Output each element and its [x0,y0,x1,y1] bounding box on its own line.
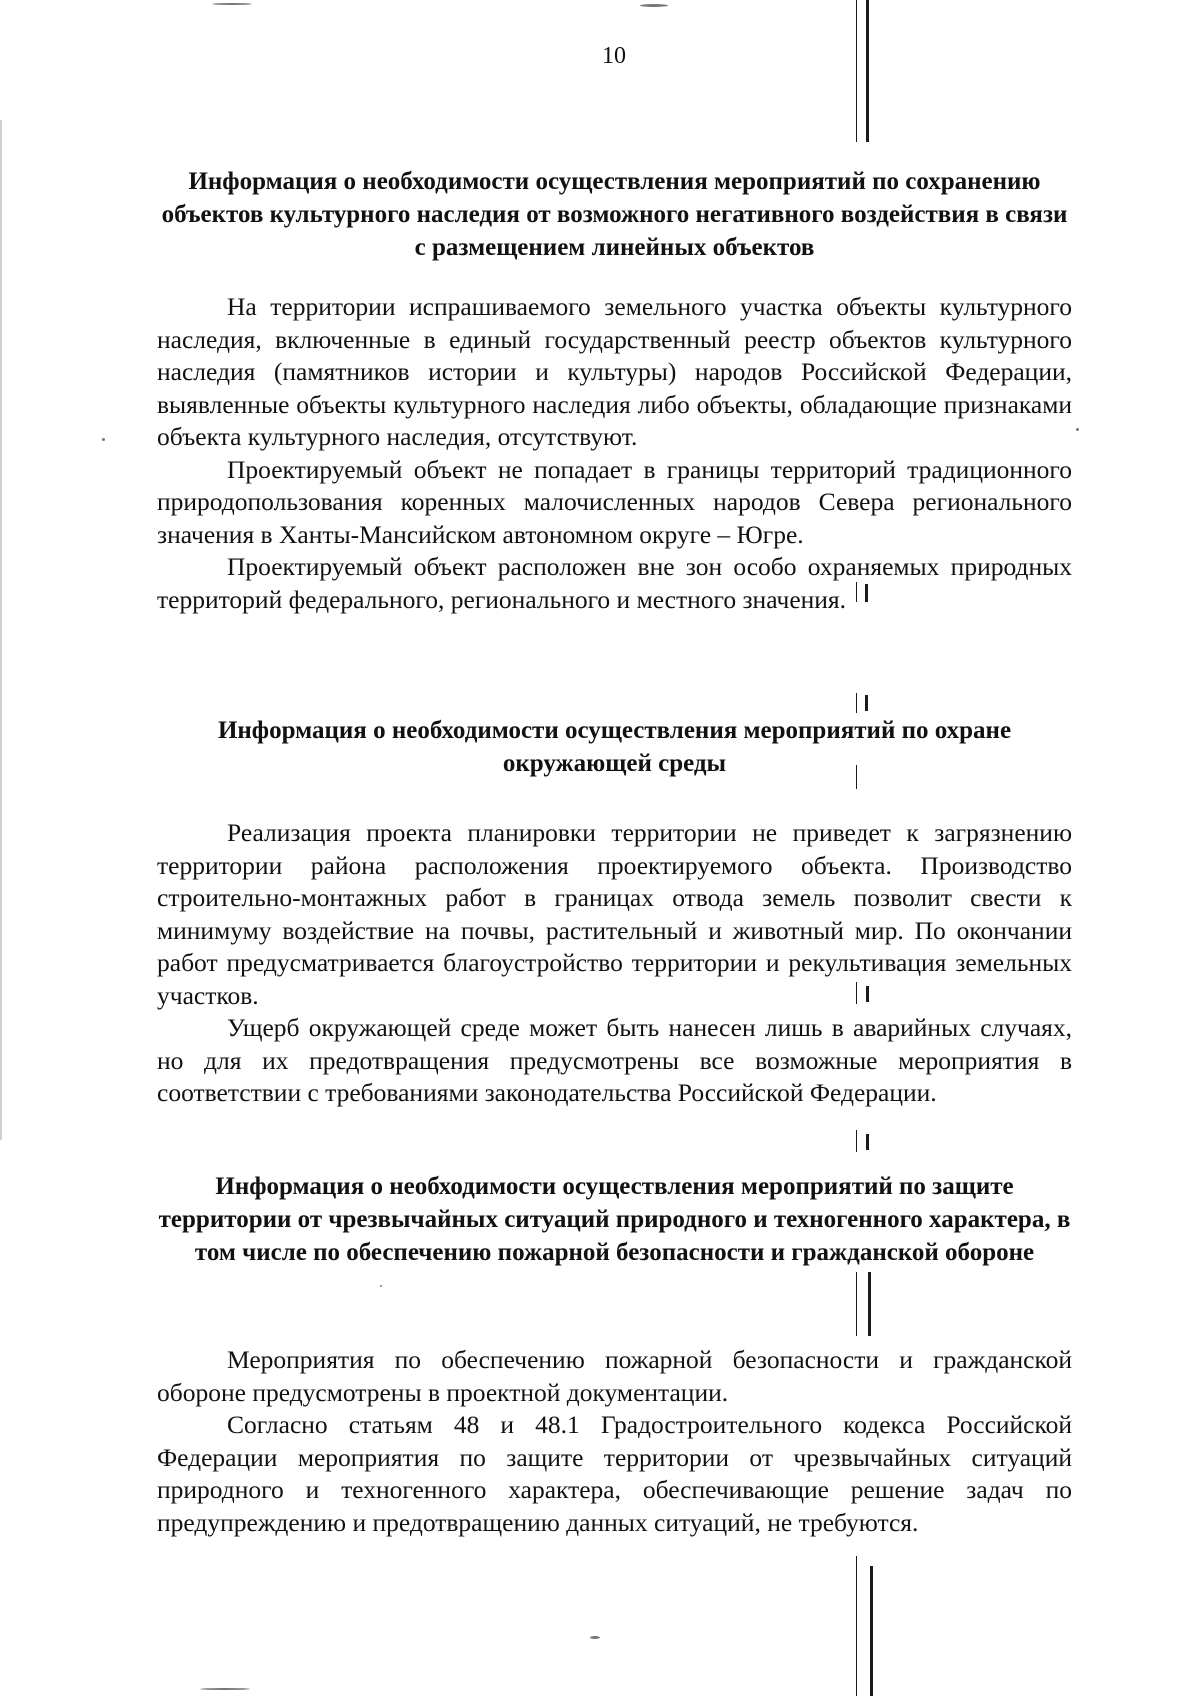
scan-line [868,1272,871,1336]
paragraph: На территории испрашиваемого земельного участка объекты культурного наследия, включенные в единый государственный реестр объектов культурного наследия (памятников истории и культуры) народов Российской Федерации, выявленные объекты культурного наследия либо объекты, обладающие признаками объекта культурного наследия, отсутствуют. [157,292,1072,451]
scan-speck [0,120,2,1140]
scan-line [856,1556,857,1696]
scan-line [865,695,868,711]
scan-line [870,1566,873,1696]
scan-speck [102,438,105,441]
paragraph: Согласно статьям 48 и 48.1 Градостроительного кодекса Российской Федерации мероприятия по защите территории от чрезвычайных ситуаций природного и техногенного характера, обеспечивающие решение задач по предупреждению и предотвращению данных ситуаций, не требуются. [157,1410,1072,1537]
paragraph: Мероприятия по обеспечению пожарной безопасности и гражданской обороне предусмотрены в проектной документации. [157,1345,1072,1407]
paragraph: Проектируемый объект не попадает в границы территорий традиционного природопользования коренных малочисленных народов Севера регионального значения в Ханты-Мансийском автономном округе – Югре. [157,454,1072,549]
scan-line [866,1134,869,1150]
scan-speck [212,3,252,5]
scan-speck [1076,428,1079,431]
scan-speck [640,4,668,7]
scan-speck [380,1285,382,1287]
paragraph: Реализация проекта планировки территории не приведет к загрязнению территории района расположения проектируемого объекта. Производство строительно-монтажных работ в границах отвода земель позволит свести к минимуму воздействие на почвы, растительный и животный мир. По окончании работ предусматривается благоустройство территории и рекультивация земельных участков. [157,818,1072,1010]
scan-line [856,1272,857,1336]
page-number: 10 [602,43,626,69]
paragraph: Проектируемый объект расположен вне зон особо охраняемых природных территорий федерального, регионального и местного значения. [157,552,1072,614]
scan-line [856,1130,857,1152]
section-body-emergency-protection [157,1344,1072,1539]
section-heading-emergency-protection: Информация о необходимости осуществления мероприятий по защите территории от чрезвычайных ситуаций природного и техногенного характера, в том числе по обеспечению пожарной безопасности и гражданской обороне [158,1173,1071,1266]
section-heading-cultural-heritage: Информация о необходимости осуществления мероприятий по сохранению объектов культурного наследия от возможного негативного воздействия в связи с размещением линейных объектов [161,168,1068,261]
scan-speck [590,1636,600,1639]
scan-speck [200,1688,250,1690]
section-body-cultural-heritage [157,291,1072,616]
scan-line [856,693,857,713]
section-heading-environment: Информация о необходимости осуществления мероприятий по охране окружающей среды [217,717,1012,777]
paragraph: Ущерб окружающей среде может быть нанесен лишь в аварийных случаях, но для их предотвращения предусмотрены все возможные мероприятия в соответствии с требованиями законодательства Российской Федерации. [157,1013,1072,1107]
section-body-environment [157,817,1072,1110]
